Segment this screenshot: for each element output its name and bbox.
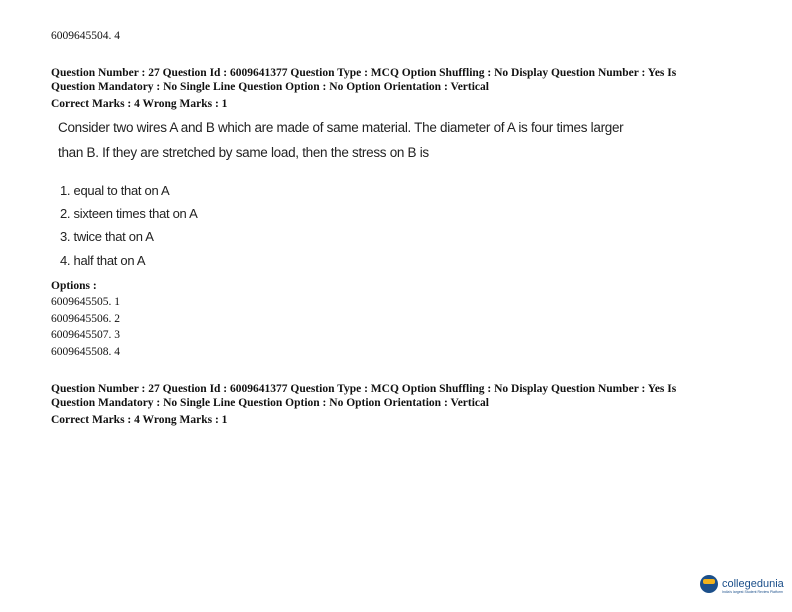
question-marks: Correct Marks : 4 Wrong Marks : 1	[51, 98, 228, 110]
question-text-line-1: Consider two wires A and B which are made of same material. The diameter of A is four times larger	[58, 120, 624, 135]
choice-4: 4. half that on A	[60, 253, 146, 268]
question-meta-line-1: Question Number : 27 Question Id : 6009641377 Question Type : MCQ Option Shuffling : No Display Question Number : Yes Is	[51, 383, 677, 395]
previous-option-id: 6009645504. 4	[51, 30, 120, 42]
question-meta-line-2: Question Mandatory : No Single Line Question Option : No Option Orientation : Vertical	[51, 397, 489, 409]
option-id-3: 6009645507. 3	[51, 329, 120, 341]
logo-name: collegedunia	[722, 577, 784, 590]
question-meta-line-1: Question Number : 27 Question Id : 6009641377 Question Type : MCQ Option Shuffling : No Display Question Number : Yes Is	[51, 67, 677, 79]
option-id-1: 6009645505. 1	[51, 296, 120, 308]
collegedunia-logo	[700, 575, 784, 593]
graduation-cap-icon	[700, 575, 718, 593]
logo-tagline: India's largest Student Review Platform	[722, 590, 783, 594]
choice-1: 1. equal to that on A	[60, 183, 170, 198]
choice-2: 2. sixteen times that on A	[60, 206, 198, 221]
option-id-2: 6009645506. 2	[51, 313, 120, 325]
options-label: Options :	[51, 280, 97, 292]
question-marks: Correct Marks : 4 Wrong Marks : 1	[51, 414, 228, 426]
choice-3: 3. twice that on A	[60, 229, 154, 244]
question-text-line-2: than B. If they are stretched by same load, then the stress on B is	[58, 145, 429, 160]
question-meta-line-2: Question Mandatory : No Single Line Question Option : No Option Orientation : Vertical	[51, 81, 489, 93]
option-id-4: 6009645508. 4	[51, 346, 120, 358]
